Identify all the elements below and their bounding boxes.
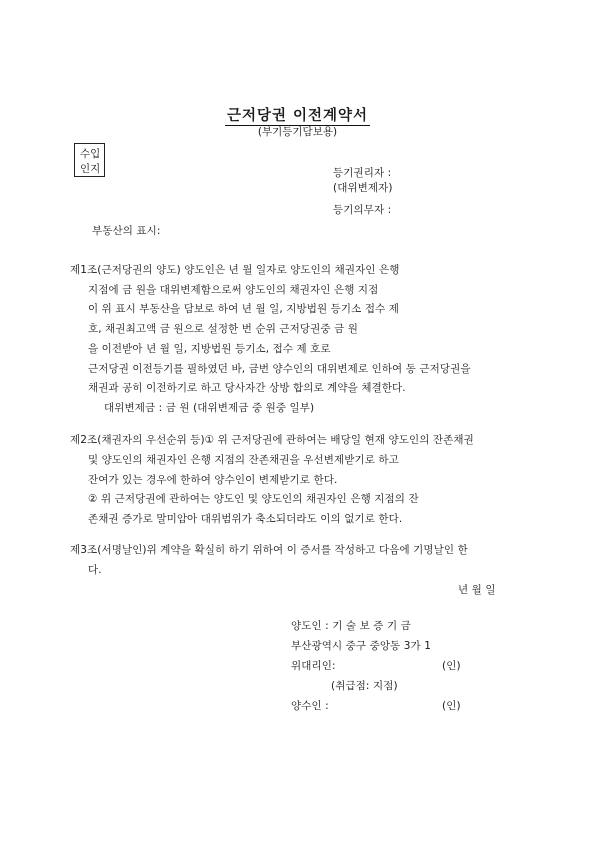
article-2-line: 제2조(채권자의 우선순위 등)① 위 근저당권에 관하여는 배당일 현재 양도인의 잔존채권 xyxy=(70,434,474,446)
article-2-line: 존채권 증가로 말미암아 대위범위가 축소되더라도 이의 없기로 한다. xyxy=(88,513,403,525)
document-title: 근저당권 이전계약서 xyxy=(226,108,369,124)
stamp-label-line2: 인지 xyxy=(80,163,101,175)
contract-date-line: 년 월 일 xyxy=(458,584,496,596)
article-2-line: 및 양도인의 채권자인 은행 지점의 잔존채권을 우선변제받기로 하고 xyxy=(88,454,399,466)
article-1-line: 근저당권 이전등기를 필하였던 바, 금번 양수인의 대위변제로 인하여 동 근저당권을 xyxy=(88,363,471,375)
agent-label: 위대리인: xyxy=(291,660,336,672)
article-1-line: 이 위 표시 부동산을 담보로 하여 년 월 일, 지방법원 등기소 접수 제 xyxy=(88,303,400,315)
stamp-label-line1: 수입 xyxy=(80,148,101,160)
article-1-line: 지점에 금 원을 대위변제함으로써 양도인의 채권자인 은행 지점 xyxy=(88,284,379,296)
article-1-line: 채권과 공히 이전하기로 하고 당사자간 상방 합의로 계약을 체결한다. xyxy=(88,382,406,394)
agent-seal-mark: (인) xyxy=(442,660,461,672)
article-1-line: 호, 채권최고액 금 원으로 설정한 번 순위 근저당권중 금 원 xyxy=(88,323,358,335)
transferee-label: 양수인 : xyxy=(291,700,329,712)
transferor-line: 양도인 : 기 술 보 증 기 금 xyxy=(291,620,411,632)
document-subtitle: (부기등기담보용) xyxy=(257,126,338,138)
registration-holder-label: 등기권리자 : xyxy=(333,167,392,179)
article-1-line: 제1조(근저당권의 양도) 양도인은 년 월 일자로 양도인의 채권자인 은행 xyxy=(70,264,400,276)
article-1-line: 을 이전받아 년 월 일, 지방법원 등기소, 접수 제 호로 xyxy=(88,343,331,355)
registration-obligor-label: 등기의무자 : xyxy=(333,204,392,216)
article-3-line: 다. xyxy=(88,564,102,576)
article-2-line: 잔여가 있는 경우에 한하여 양수인이 변제받기로 한다. xyxy=(88,474,338,486)
revenue-stamp-box xyxy=(74,143,105,177)
handling-branch-line: (취급점: 지점) xyxy=(331,680,398,692)
article-2-line: ② 위 근저당권에 관하여는 양도인 및 양도인의 채권자인 은행 지점의 잔 xyxy=(88,493,419,505)
transferee-seal-mark: (인) xyxy=(442,700,461,712)
transferor-address: 부산광역시 중구 중앙동 3가 1 xyxy=(291,640,431,652)
article-3-line: 제3조(서명날인)위 계약을 확실히 하기 위하여 이 증서를 작성하고 다음에 기명날인 한 xyxy=(70,544,468,556)
registration-holder-note: (대위변제자) xyxy=(333,182,393,194)
property-label: 부동산의 표시: xyxy=(92,225,161,237)
subrogation-amount-line: 대위변제금 : 금 원 (대위변제금 중 원중 일부) xyxy=(104,402,315,414)
